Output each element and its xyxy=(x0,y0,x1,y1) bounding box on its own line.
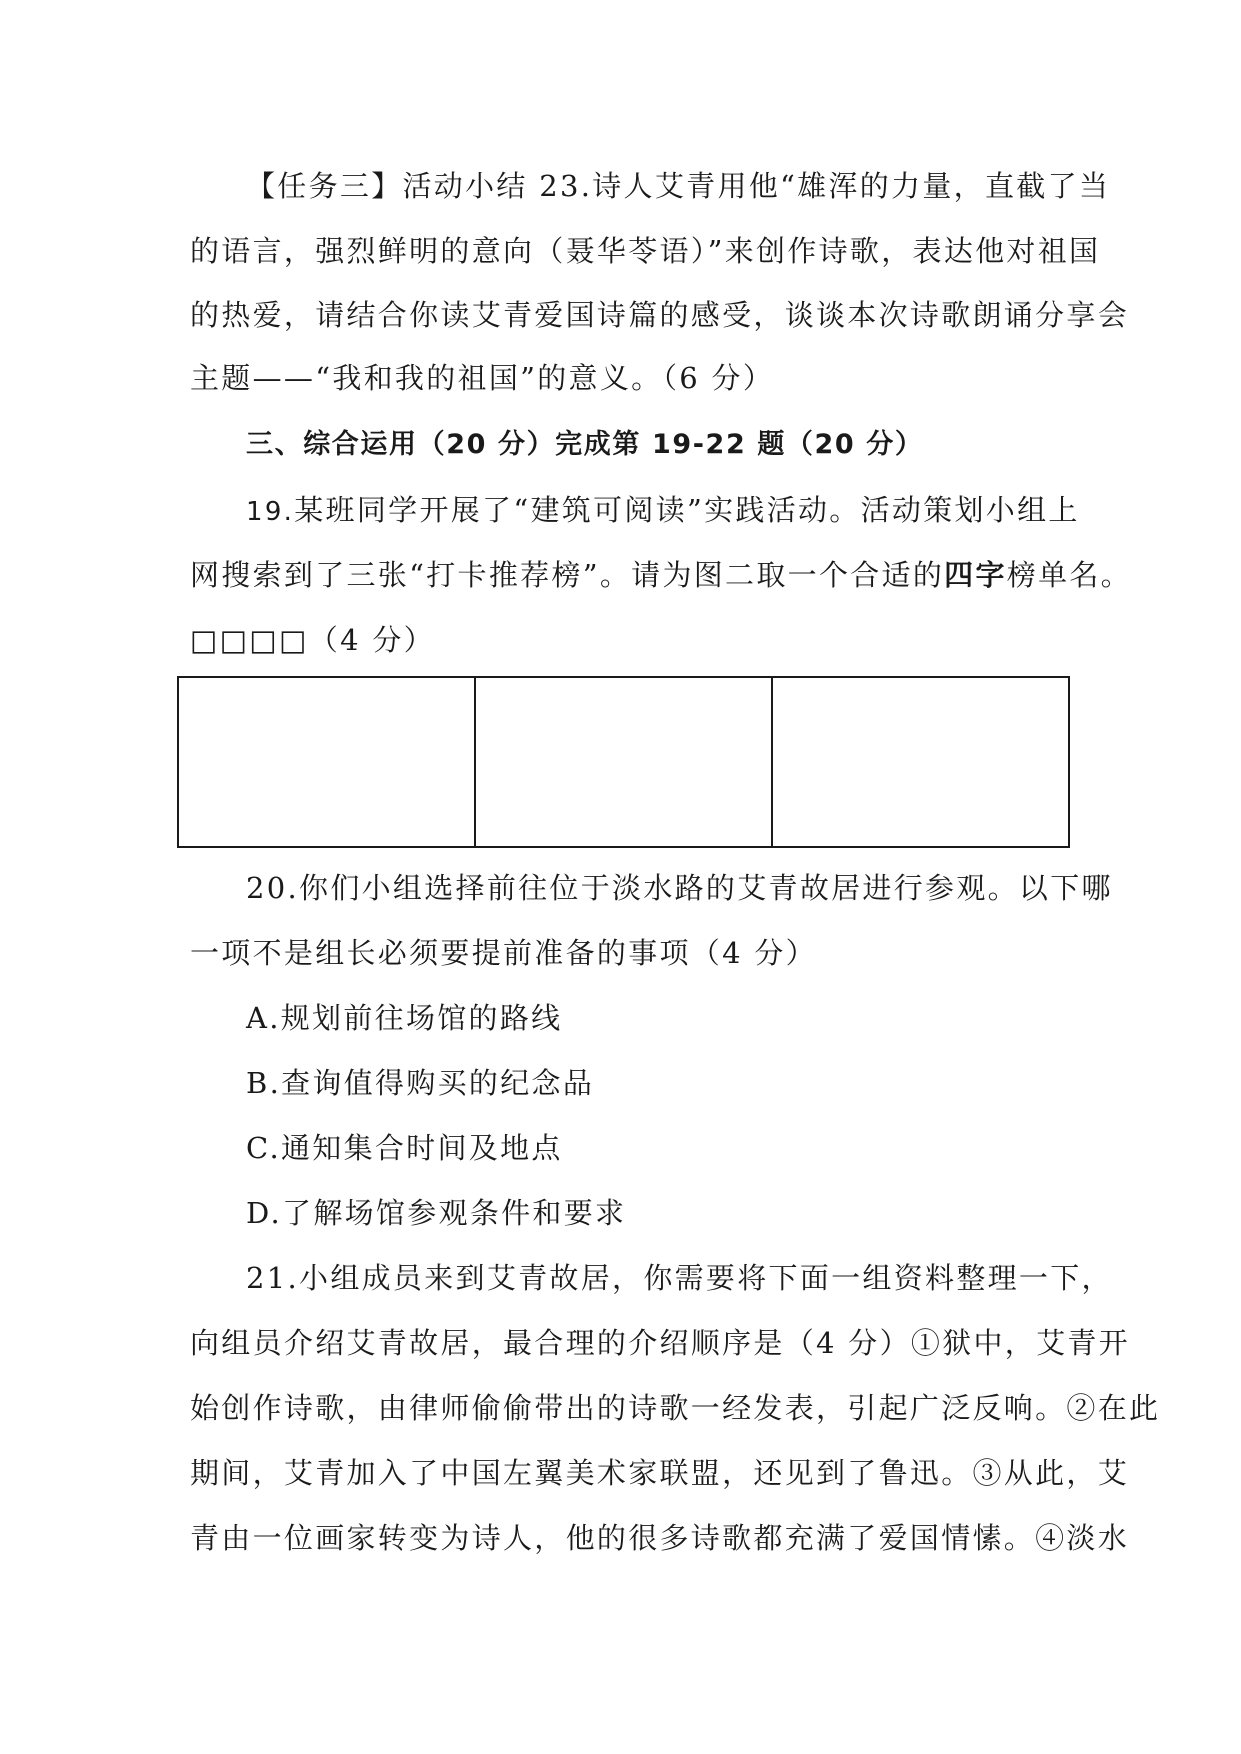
q19-text-2a: 网搜索到了三张“打卡推荐榜”。请为图二取一个合适的 xyxy=(190,558,945,592)
ranking-image-panels xyxy=(177,676,1070,848)
image-panel-1 xyxy=(179,678,476,846)
q21-line-3: 始创作诗歌，由律师偷偷带出的诗歌一经发表，引起广泛反响。②在此 xyxy=(190,1391,1161,1425)
section-heading: 三、综合运用（20 分）完成第 19-22 题（20 分） xyxy=(246,429,924,460)
q21-line-1: 21.小组成员来到艾青故居，你需要将下面一组资料整理一下， xyxy=(246,1261,1113,1295)
q21-line-5: 青由一位画家转变为诗人，他的很多诗歌都充满了爱国情愫。④淡水 xyxy=(190,1521,1130,1555)
q19-text-1: 某班同学开展了“建筑可阅读”实践活动。活动策划小组上 xyxy=(294,493,1080,527)
q20-line-2: 一项不是组长必须要提前准备的事项（4 分） xyxy=(190,936,817,970)
q20-line-1: 20.你们小组选择前往位于淡水路的艾青故居进行参观。以下哪 xyxy=(246,871,1113,905)
q19-line-3: □□□□（4 分） xyxy=(190,623,435,657)
q19-line-2 xyxy=(190,555,1132,595)
q19-bold-four-chars: 四字 xyxy=(944,558,1007,592)
q19-line-1 xyxy=(246,490,1116,532)
image-panel-3 xyxy=(773,678,1068,846)
image-panel-2 xyxy=(476,678,773,846)
q19-text-2b: 榜单名。 xyxy=(1006,558,1132,592)
task-three-line-1: 【任务三】活动小结 23.诗人艾青用他“雄浑的力量，直截了当 xyxy=(246,169,1111,203)
q20-option-a: A.规划前往场馆的路线 xyxy=(246,1001,563,1035)
q21-line-2: 向组员介绍艾青故居，最合理的介绍顺序是（4 分）①狱中，艾青开 xyxy=(190,1326,1130,1360)
task-three-line-4: 主题——“我和我的祖国”的意义。（6 分） xyxy=(190,361,775,395)
q19-number: 19. xyxy=(246,497,295,527)
q21-line-4: 期间，艾青加入了中国左翼美术家联盟，还见到了鲁迅。③从此，艾 xyxy=(190,1456,1130,1490)
q20-option-d: D.了解场馆参观条件和要求 xyxy=(246,1196,627,1230)
task-three-line-3: 的热爱，请结合你读艾青爱国诗篇的感受，谈谈本次诗歌朗诵分享会 xyxy=(190,298,1130,332)
task-three-line-2: 的语言，强烈鲜明的意向（聂华苓语）”来创作诗歌，表达他对祖国 xyxy=(190,234,1101,268)
q20-option-b: B.查询值得购买的纪念品 xyxy=(246,1066,595,1100)
q20-option-c: C.通知集合时间及地点 xyxy=(246,1131,563,1165)
